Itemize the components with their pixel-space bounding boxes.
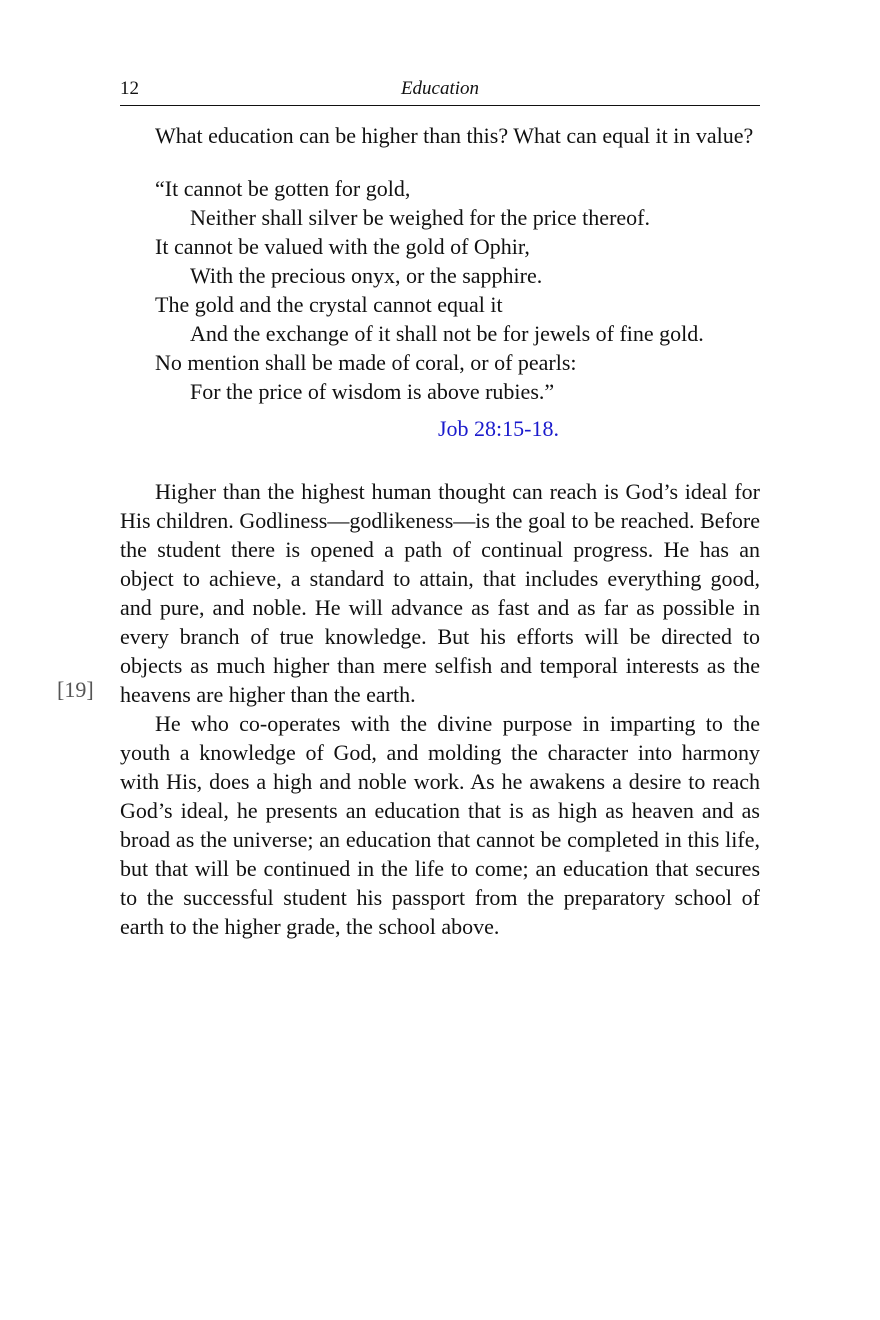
page-header [120, 78, 760, 104]
scripture-citation [120, 414, 760, 443]
page-body [120, 121, 760, 941]
header-rule [120, 105, 760, 106]
margin-page-reference: [19] [57, 677, 94, 702]
running-title: Education [400, 78, 480, 99]
opening-paragraph: What education can be higher than this? What can equal it in value? [155, 123, 754, 148]
section-gap [120, 443, 760, 477]
quote-line: For the price of wisdom is above rubies.” [190, 379, 555, 404]
citation-period: . [553, 416, 559, 441]
body-paragraph: Higher than the highest human thought can reach is God’s ideal for His children. Godliness—godlikeness—is the goal to be reached. Before the student there is opened a path of continual progress. He has an object to achieve, a standard to attain, that includes everything good, and pure, and noble. He will advance as fast and as far as possible in every branch of true knowledge. But his efforts will be directed to objects as much higher than mere selfish and temporal interests as the heavens are higher than the earth. [120, 479, 760, 707]
quote-line: No mention shall be made of coral, or of pearls: [155, 350, 577, 375]
scripture-quote [155, 174, 760, 406]
citation-link[interactable]: Job 28:15-18 [438, 416, 554, 441]
quote-line: “It cannot be gotten for gold, [155, 176, 411, 201]
quote-line: The gold and the crystal cannot equal it [155, 292, 503, 317]
page-number: 12 [120, 78, 139, 99]
quote-line: Neither shall silver be weighed for the price thereof. [190, 205, 650, 230]
quote-line: With the precious onyx, or the sapphire. [190, 263, 543, 288]
body-paragraph: He who co-operates with the divine purpose in imparting to the youth a knowledge of God, and molding the character into harmony with His, does a high and noble work. As he awakens a desire to reach God’s ideal, he presents an education that is as high as heaven and as broad as the universe; an education that cannot be completed in this life, but that will be continued in the life to come; an education that secures to the successful student his passport from the preparatory school of earth to the higher grade, the school above. [120, 711, 760, 939]
quote-line: It cannot be valued with the gold of Ophir, [155, 234, 530, 259]
quote-line: And the exchange of it shall not be for jewels of fine gold. [190, 321, 704, 346]
